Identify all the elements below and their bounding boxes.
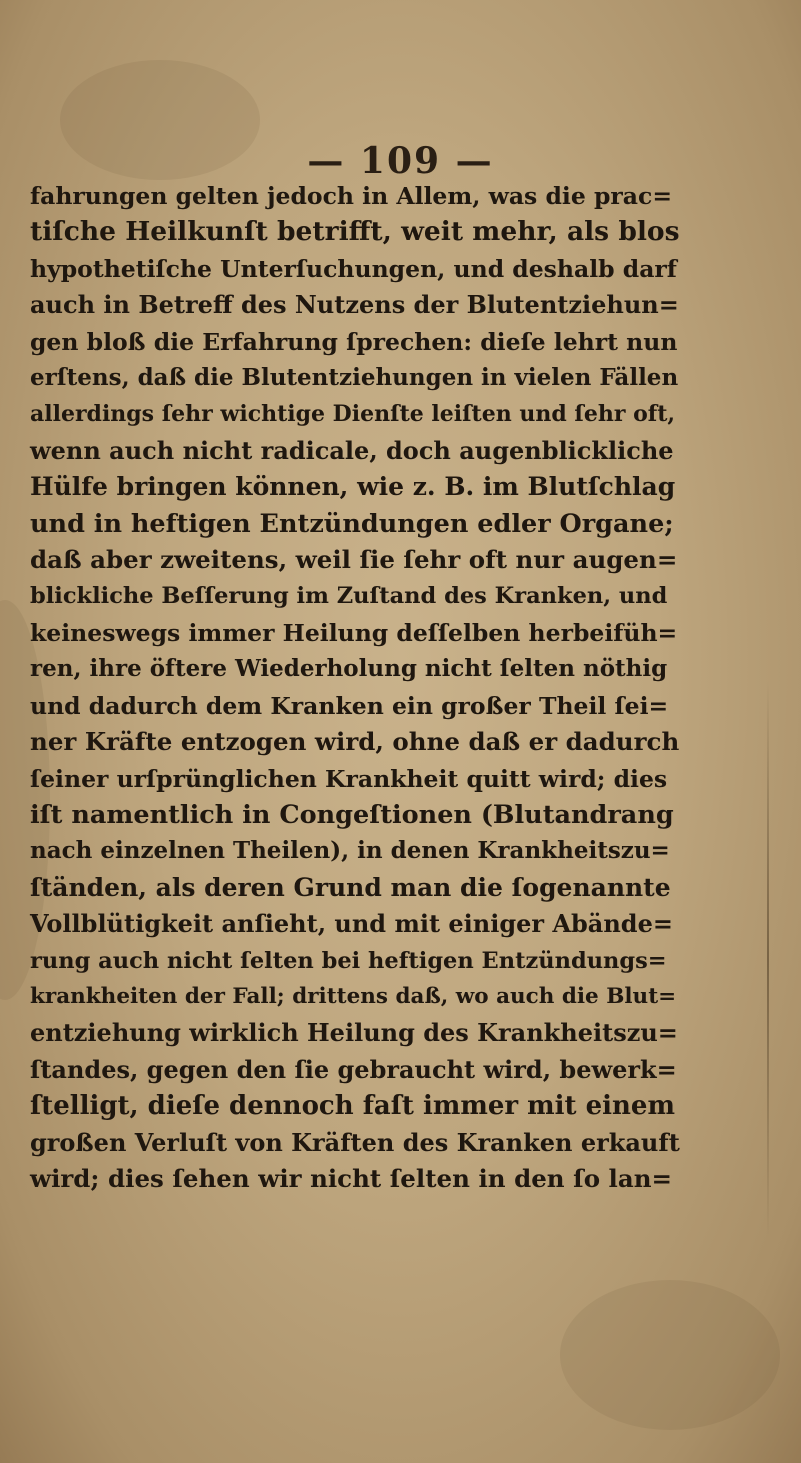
text-line: gen bloß die Erfahrung ſprechen: dieſe lehrt nun: [30, 327, 678, 356]
text-line: ſeiner urſprünglichen Krankheit quitt wird; dies: [30, 764, 668, 793]
text-line: großen Verluſt von Kräften des Kranken erkauft: [30, 1127, 680, 1157]
text-line: und in heftigen Entzündungen edler Organe;: [30, 508, 674, 539]
text-line: krankheiten der Fall; drittens daß, wo auch die Blut=: [30, 983, 677, 1009]
text-line: ſtänden, als deren Grund man die ſogenannte: [30, 872, 671, 902]
text-line: rung auch nicht ſelten bei heftigen Entzündungs=: [30, 947, 667, 974]
text-line: wird; dies ſehen wir nicht ſelten in den ſo lan=: [30, 1163, 673, 1193]
text-line: hypothetiſche Unterſuchungen, und deshalb darf: [30, 254, 677, 283]
text-line: allerdings ſehr wichtige Dienſte leiſten und ſehr oft,: [30, 401, 676, 428]
text-line: daß aber zweitens, weil ſie ſehr oft nur augen=: [30, 545, 678, 575]
paper-stain: [560, 1280, 780, 1430]
text-line: ſtelligt, dieſe dennoch faſt immer mit einem: [30, 1091, 675, 1122]
page-crease: [767, 680, 769, 1240]
text-line: tiſche Heilkunſt betrifft, weit mehr, als blos: [30, 216, 680, 248]
text-line: keineswegs immer Heilung deſſelben herbeifüh=: [30, 618, 678, 647]
page-number: — 109 —: [307, 140, 494, 182]
text-line: und dadurch dem Kranken ein großer Theil ſei=: [30, 691, 669, 720]
text-line: auch in Betreff des Nutzens der Blutentziehun=: [30, 290, 679, 320]
text-line: wenn auch nicht radicale, doch augenblickliche: [30, 435, 674, 465]
text-line: Hülfe bringen können, wie z. B. im Blutſchlag: [30, 472, 676, 502]
text-line: iſt namentlich in Congeſtionen (Blutandrang: [30, 799, 674, 830]
text-line: blickliche Beſſerung im Zuſtand des Kranken, und: [30, 583, 668, 610]
text-line: ſtandes, gegen den ſie gebraucht wird, bewerk=: [30, 1054, 677, 1084]
text-line: fahrungen gelten jedoch in Allem, was die prac=: [30, 182, 673, 210]
text-line: Vollblütigkeit anſieht, und mit einiger Abände=: [30, 909, 673, 939]
text-line: erſtens, daß die Blutentziehungen in vielen Fällen: [30, 364, 679, 392]
text-line: ner Kräfte entzogen wird, ohne daß er dadurch: [30, 727, 680, 757]
text-line: entziehung wirklich Heilung des Krankheitszu=: [30, 1018, 678, 1048]
body-text: [30, 178, 680, 1197]
text-line: ren, ihre öftere Wiederholung nicht ſelten nöthig: [30, 655, 668, 683]
text-line: nach einzelnen Theilen), in denen Krankheitszu=: [30, 837, 670, 865]
